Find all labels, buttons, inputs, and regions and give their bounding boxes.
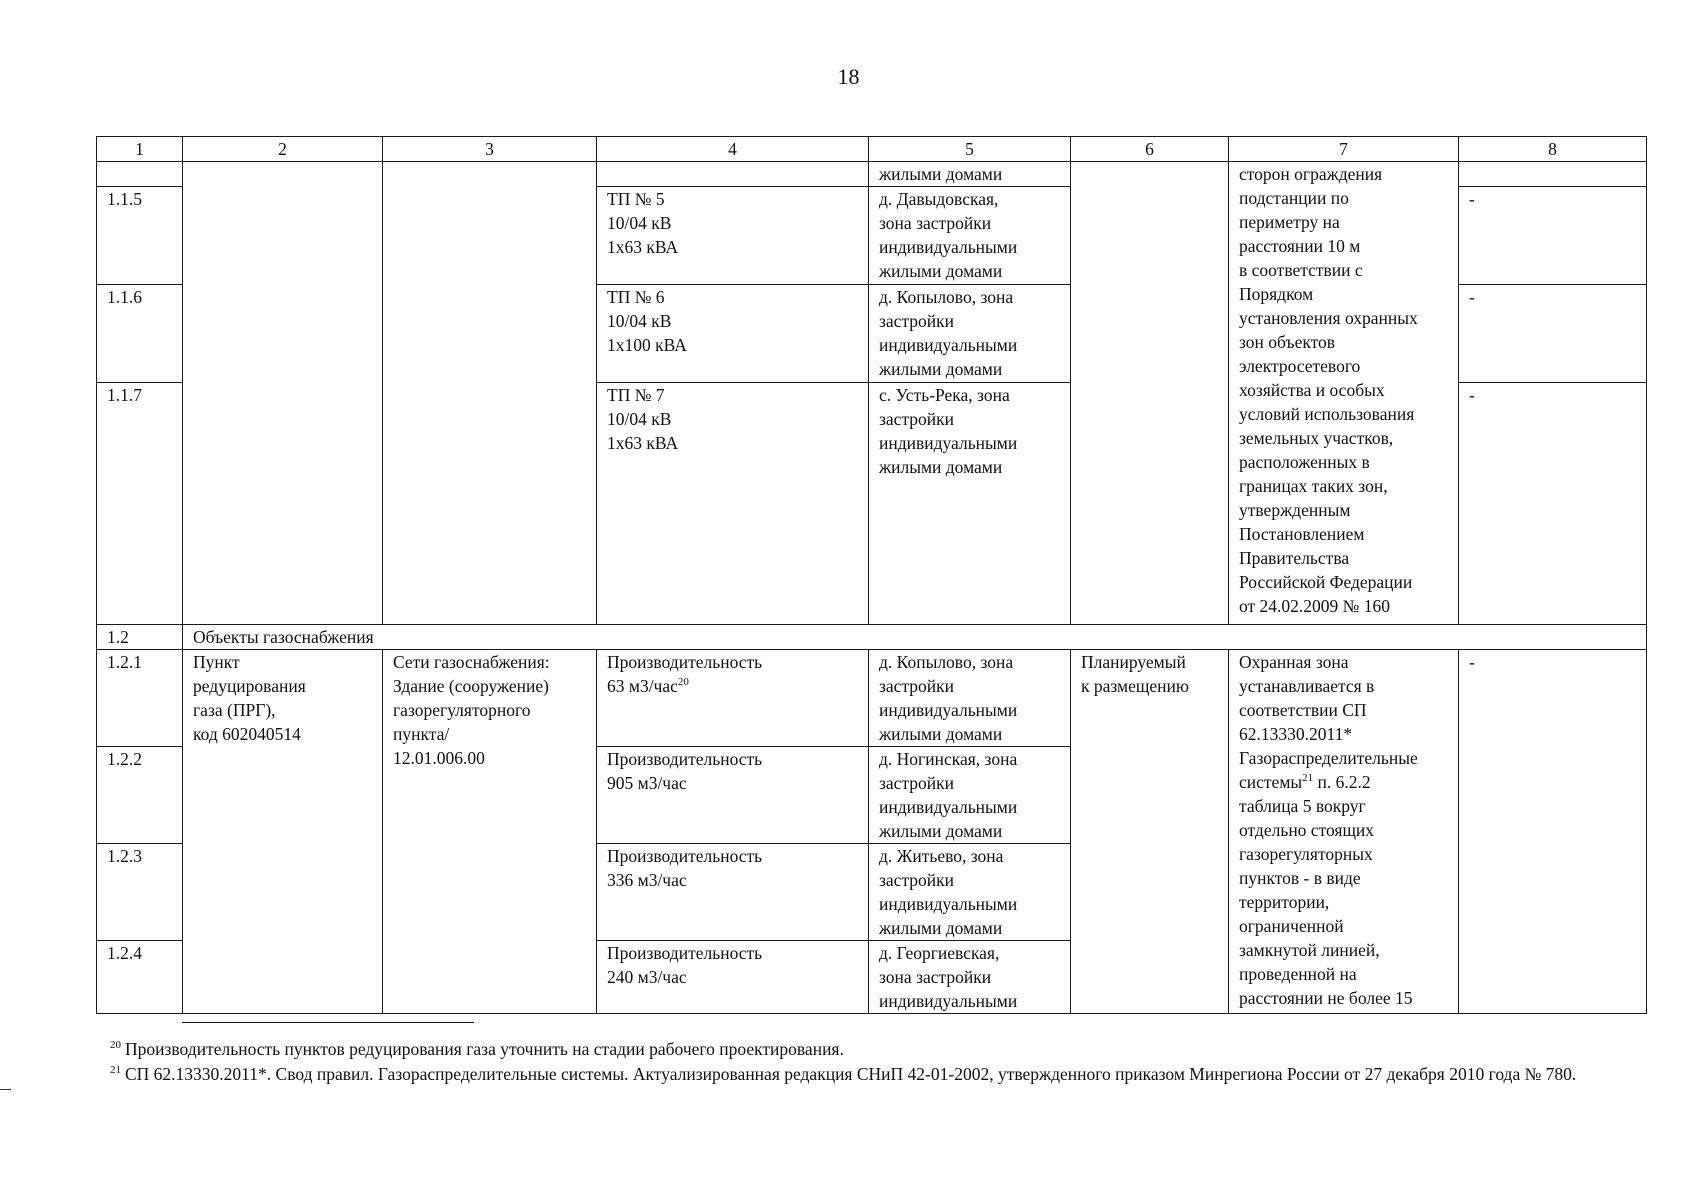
cell-object [597,650,869,747]
footnote-text: СП 62.13330.2011*. Свод правил. Газораспределительные системы. Актуализированная редакция СНиП 42-01-2002, утвержденного приказом Минрегиона России от 27 декабря 2010 года № 780. [125,1064,1577,1084]
section-title: Объекты газоснабжения [183,625,1647,650]
section-row [97,625,1647,650]
header-cell: 2 [183,137,383,162]
cell-location: д. Копылово, зона застройки индивидуальными жилыми домами [869,650,1071,747]
zones-table [96,136,1647,1014]
cell-number: 1.2.1 [97,650,183,747]
cell-location: с. Усть-Река, зона застройки индивидуальными жилыми домами [869,383,1071,625]
cell [597,162,869,187]
header-cell: 8 [1459,137,1647,162]
cell-number: 1.1.5 [97,187,183,285]
cell-object: Производительность 240 м3/час [597,941,869,1014]
cell-protection-zone [1229,650,1459,1014]
cell-number: 1.2.2 [97,747,183,844]
capacity-value: 63 м3/час [607,676,678,696]
cell [1459,162,1647,187]
header-cell: 3 [383,137,597,162]
cell-number: 1.1.6 [97,285,183,383]
cell-name: Пункт редуцирования газа (ПРГ), код 602040514 [183,650,383,1014]
cell-location: д. Георгиевская, зона застройки индивидуальными [869,941,1071,1014]
header-cell: 1 [97,137,183,162]
protection-text: п. 6.2.2 таблица 5 вокруг отдельно стоящих газорегуляторных пунктов - в виде территории, ограниченной замкнутой линией, проведенной на расстоянии не более 15 [1239,772,1413,1008]
cell-number: 1.1.7 [97,383,183,625]
cell-number: 1.2 [97,625,183,650]
cell-number: 1.2.4 [97,941,183,1014]
cell [97,162,183,187]
footnote-mark: 21 [110,1064,121,1077]
page-number: 18 [837,64,860,89]
margin-mark [0,1089,11,1090]
cell-object: ТП № 7 10/04 кВ 1х63 кВА [597,383,869,625]
header-cell: 7 [1229,137,1459,162]
cell-object: Производительность 336 м3/час [597,844,869,941]
footnote-ref: 21 [1302,772,1314,785]
cell-object: ТП № 5 10/04 кВ 1х63 кВА [597,187,869,285]
cell-protection-zone: сторон ограждения подстанции по периметру на расстоянии 10 м в соответствии с Порядком установления охранных зон объектов электросетевого хозяйства и особых условий использования земельных участков, расположенных в границах таких зон, утвержденным Постановлением Правительства Российской Федерации от 24.02.2009 № 160 [1229,162,1459,625]
cell-note: - [1459,383,1647,625]
footnote-21 [110,1062,1648,1087]
header-cell: 5 [869,137,1071,162]
capacity-label: Производительность [607,652,763,672]
cell-location: д. Давыдовская, зона застройки индивидуальными жилыми домами [869,187,1071,285]
cell-note: - [1459,187,1647,285]
footnote-mark: 20 [110,1039,121,1052]
cell-network: Сети газоснабжения: Здание (сооружение) газорегуляторного пункта/ 12.01.006.00 [383,650,597,1014]
cell [383,162,597,625]
table-row [97,162,1647,187]
cell-location: д. Житьево, зона застройки индивидуальными жилыми домами [869,844,1071,941]
cell-note: - [1459,650,1647,1014]
cell-object: ТП № 6 10/04 кВ 1х100 кВА [597,285,869,383]
header-cell: 6 [1071,137,1229,162]
footnote-text: Производительность пунктов редуцирования газа уточнить на стадии рабочего проектирования. [125,1039,844,1059]
cell-note: - [1459,285,1647,383]
cell-object: Производительность 905 м3/час [597,747,869,844]
table-row [97,650,1647,747]
cell-number: 1.2.3 [97,844,183,941]
cell-location: д. Ногинская, зона застройки индивидуальными жилыми домами [869,747,1071,844]
header-cell: 4 [597,137,869,162]
cell-location: жилыми домами [869,162,1071,187]
cell [183,162,383,625]
cell [1071,162,1229,625]
protection-text: Охранная зона устанавливается в соответствии СП 62.13330.2011* Газораспределительные системы [1239,652,1418,792]
cell-status: Планируемый к размещению [1071,650,1229,1014]
cell-location: д. Копылово, зона застройки индивидуальными жилыми домами [869,285,1071,383]
header-row [97,137,1647,162]
footnote-20 [110,1037,1648,1062]
footnote-separator [182,1022,474,1023]
footnotes [110,1037,1648,1087]
footnote-ref: 20 [677,676,689,689]
